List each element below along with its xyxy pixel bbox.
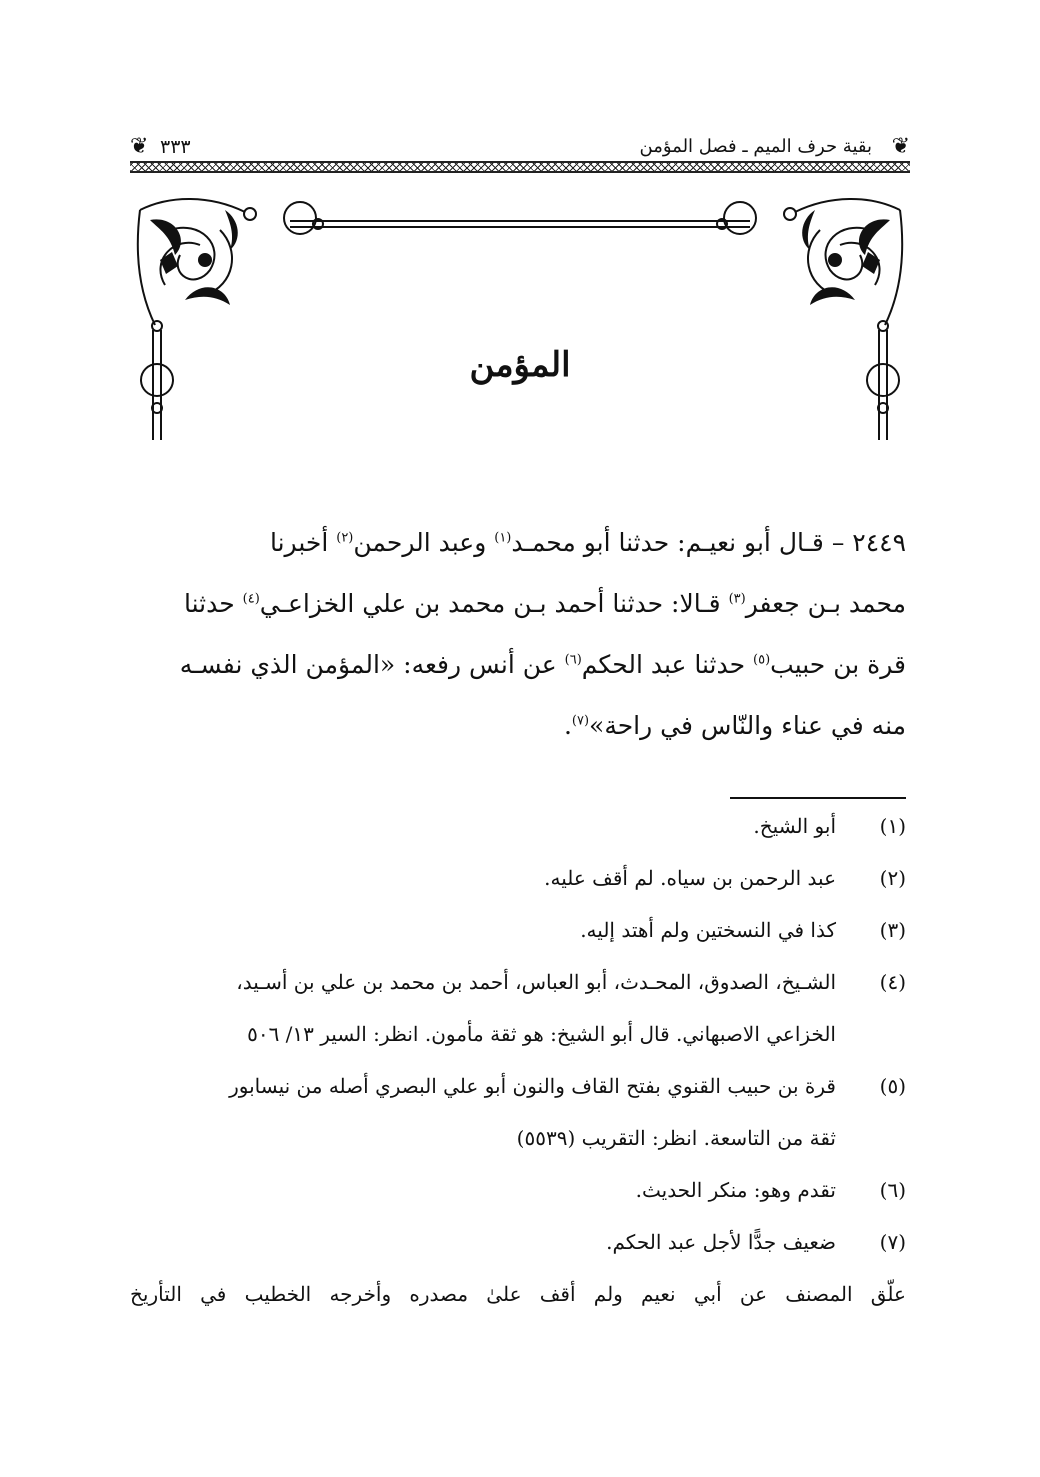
header-ornament-left-icon: ❦	[130, 134, 149, 159]
running-header	[130, 136, 910, 172]
footnote-ref: (٧)	[571, 713, 590, 729]
hadith-line	[130, 695, 906, 756]
text-segment: ٢٤٤٩ – قـال أبو نعيـم: حدثنا أبو محمـد	[511, 528, 906, 557]
footnote-number: (٧)	[879, 1230, 906, 1254]
text-segment: محمد بـن جعفر	[745, 589, 906, 618]
text-segment: .	[563, 711, 572, 740]
header-decorative-band	[130, 161, 910, 173]
page-number: ٣٣٣	[160, 136, 191, 158]
footnote-text: كذا في النسختين ولم أهتد إليه.	[580, 918, 836, 942]
footnote-item	[130, 956, 906, 1060]
footnote-closing-line: علّق المصنف عن أبي نعيم ولم أقف علىٰ مصدره وأخرجه الخطيب في التأريخ	[130, 1282, 906, 1306]
text-segment: حدثنا عبد الحكم	[581, 650, 754, 679]
footnote-item	[130, 852, 906, 904]
text-segment: منه في عناء والنّاس في راحة»	[589, 711, 906, 740]
chapter-title: المؤمن	[469, 345, 571, 385]
hadith-text	[130, 512, 906, 756]
footnote-number: (١)	[879, 814, 906, 838]
footnote-text-continued: ثقة من التاسعة. انظر: التقريب (٥٥٣٩)	[516, 1126, 836, 1150]
footnotes	[130, 800, 906, 1320]
footnote-text: الشـيخ، الصدوق، المحـدث، أبو العباس، أحمد بن محمد بن علي بن أسـيد،	[236, 970, 836, 994]
footnote-separator	[730, 797, 906, 799]
text-segment: وعبد الرحمن	[353, 528, 495, 557]
footnote-text: عبد الرحمن بن سياه. لم أقف عليه.	[544, 866, 836, 890]
footnote-item	[130, 1216, 906, 1268]
footnote-ref: (٢)	[336, 530, 354, 546]
text-segment: حدثنا	[184, 589, 243, 618]
hadith-line	[130, 634, 906, 695]
footnote-item	[130, 1060, 906, 1164]
footnote-number: (٥)	[879, 1074, 906, 1098]
footnote-ref: (٦)	[564, 652, 582, 668]
footnote-text: ضعيف جدًّا لأجل عبد الحكم.	[606, 1230, 836, 1254]
text-segment: قرة بن حبيب	[770, 650, 906, 679]
footnote-item	[130, 1164, 906, 1216]
footnote-number: (٣)	[879, 918, 906, 942]
footnote-text: قرة بن حبيب القنوي بفتح القاف والنون أبو علي البصري أصله من نيسابور	[229, 1074, 836, 1098]
footnote-ref: (٣)	[728, 591, 746, 607]
chapter-ornament-frame	[130, 190, 910, 445]
footnote-text-continued: الخزاعي الاصبهاني. قال أبو الشيخ: هو ثقة مأمون. انظر: السير ١٣/ ٥٠٦	[247, 1022, 836, 1046]
footnote-ref: (٥)	[753, 652, 771, 668]
footnote-ref: (٤)	[242, 591, 260, 607]
footnote-number: (٦)	[879, 1178, 906, 1202]
footnote-text: تقدم وهو: منكر الحديث.	[635, 1178, 836, 1202]
footnote-text: أبو الشيخ.	[753, 814, 836, 838]
running-header-title: بقية حرف الميم ـ فصل المؤمن	[639, 136, 872, 157]
hadith-line	[130, 573, 906, 634]
footnote-item	[130, 904, 906, 956]
text-segment: عن أنس رفعه: «المؤمن الذي نفسـه	[179, 650, 565, 679]
footnote-ref: (١)	[494, 530, 512, 546]
text-segment: أخبرنا	[269, 528, 337, 557]
text-segment: قـالا: حدثنا أحمد بـن محمد بن علي الخزاعـي	[259, 589, 729, 618]
header-ornament-right-icon: ❦	[891, 134, 910, 159]
footnote-number: (٢)	[879, 866, 906, 890]
footnote-item	[130, 800, 906, 852]
hadith-line	[130, 512, 906, 573]
footnote-number: (٤)	[879, 970, 906, 994]
